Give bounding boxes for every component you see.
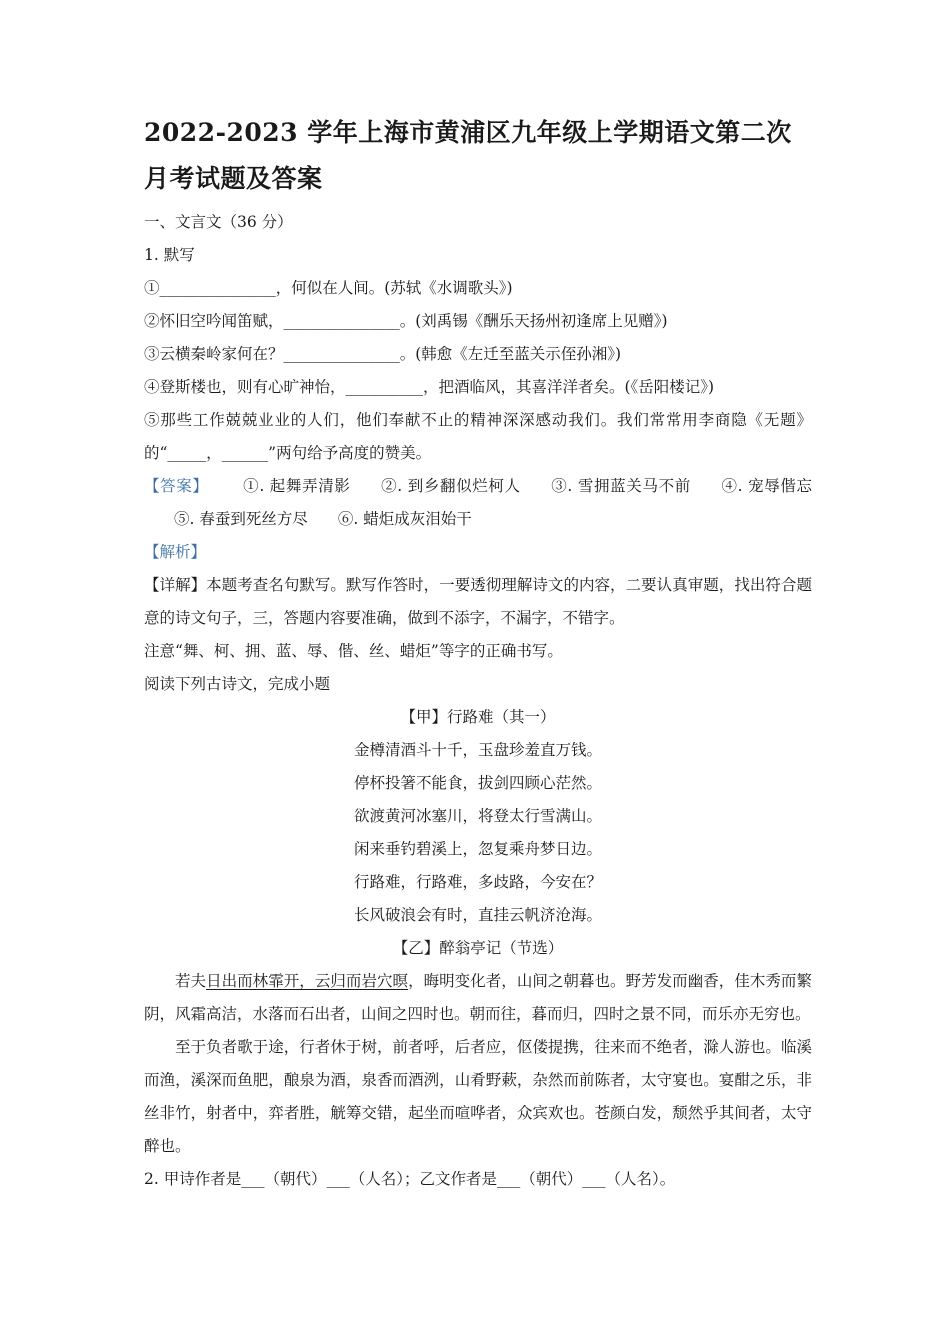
answer-2: ②. 到乡翻似烂柯人: [380, 477, 521, 495]
poem-title: 【甲】行路难（其一）: [400, 708, 556, 726]
prose-paragraph-1: 若夫日出而林霏开，云归而岩穴暝，晦明变化者，山间之朝暮也。野芳发而幽香，佳木秀而繁阴，风霜高洁，水落而石出者，山间之四时也。朝而往，暮而归，四时之景不同，而乐亦无穷也。: [144, 972, 812, 1023]
document-title: 2022-2023 学年上海市黄浦区九年级上学期语文第二次月考试题及答案: [144, 118, 792, 193]
answer-line: [144, 470, 812, 536]
q1-item-2: ②怀旧空吟闻笛赋，_______________。(刘禹锡《酬乐天扬州初逢席上见赠》): [144, 312, 668, 330]
q1-item-3: ③云横秦岭家何在？_______________。(韩愈《左迁至蓝关示侄孙湘》): [144, 345, 622, 363]
answer-3: ③. 雪拥蓝关马不前: [550, 477, 691, 495]
answer-5: ⑤. 春蚕到死丝方尽: [174, 510, 308, 528]
answer-4: ④. 宠辱偕忘: [720, 477, 812, 495]
analysis-note: 注意“舞、柯、拥、蓝、辱、偕、丝、蜡炬”等字的正确书写。: [144, 642, 563, 660]
q1-item-1: ①_______________，何似在人间。(苏轼《水调歌头》): [144, 279, 513, 297]
question-1-label: 1. 默写: [144, 246, 195, 264]
answer-tag: 【答案】: [144, 477, 209, 495]
poem-line: 闲来垂钓碧溪上，忽复乘舟梦日边。: [353, 840, 602, 858]
q1-item-5: ⑤那些工作兢兢业业的人们，他们奉献不止的精神深深感动我们。我们常常用李商隐《无题》的“_____，______”两句给予高度的赞美。: [144, 411, 812, 462]
question-2: 2. 甲诗作者是___（朝代）___（人名）；乙文作者是___（朝代）___（人名）。: [144, 1170, 676, 1188]
reading-intro: 阅读下列古诗文，完成小题: [144, 675, 331, 693]
q1-item-4: ④登斯楼也，则有心旷神怡，__________，把酒临风，其喜洋洋者矣。(《岳阳楼记》): [144, 378, 715, 396]
analysis-detail: 【详解】本题考查名句默写。默写作答时，一要透彻理解诗文的内容，二要认真审题，找出符合题意的诗文句子，三，答题内容要准确，做到不添字，不漏字，不错字。: [144, 576, 812, 627]
poem-line: 停杯投箸不能食，拔剑四顾心茫然。: [353, 774, 602, 792]
underlined-sentence: 日出而林霏开，云归而岩穴暝: [206, 972, 409, 990]
poem-line: 欲渡黄河冰塞川，将登太行雪满山。: [353, 807, 602, 825]
prose-paragraph-2: 至于负者歌于途，行者休于树，前者呼，后者应，伛偻提携，往来而不绝者，滁人游也。临溪而渔，溪深而鱼肥，酿泉为酒，泉香而酒洌，山肴野蔌，杂然而前陈者，太守宴也。宴酣之乐，非丝非竹，射者中，弈者胜，觥筹交错，起坐而喧哗者，众宾欢也。苍颜白发，颓然乎其间者，太守醉也。: [144, 1038, 812, 1155]
analysis-tag: 【解析】: [144, 543, 207, 561]
poem-line: 行路难，行路难，多歧路，今安在？: [353, 873, 602, 891]
poem-line: 金樽清酒斗十千，玉盘珍羞直万钱。: [353, 741, 602, 759]
section-heading: 一、文言文（36 分）: [144, 213, 293, 231]
poem-line: 长风破浪会有时，直挂云帆济沧海。: [353, 906, 602, 924]
document-page: [144, 110, 812, 1196]
answer-6: ⑥. 蜡炬成灰泪始干: [337, 510, 472, 528]
answer-1: ①. 起舞弄清影: [242, 477, 351, 495]
prose-title: 【乙】醉翁亭记（节选）: [392, 939, 564, 957]
